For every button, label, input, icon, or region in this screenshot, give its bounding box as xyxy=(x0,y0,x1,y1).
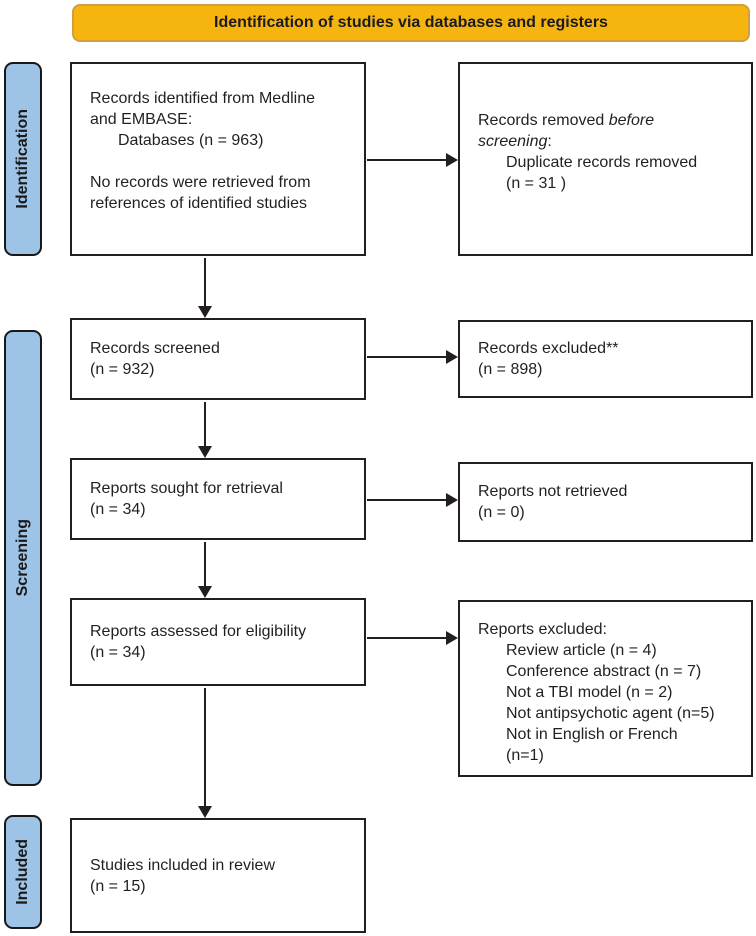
arrow-down-identified-to-screened xyxy=(204,258,206,306)
box-records-identified xyxy=(70,62,366,256)
box-studies-included xyxy=(70,818,366,933)
header-banner xyxy=(72,4,750,42)
box-text-line: (n=1) xyxy=(506,747,544,764)
box-text-line: Reports assessed for eligibility xyxy=(90,623,307,640)
arrow-right-sought-to-not-retrieved xyxy=(367,499,446,501)
box-text-line: Not in English or French xyxy=(506,726,678,743)
box-text-line: Records identified from Medline xyxy=(90,90,315,107)
box-text-line: Reports not retrieved xyxy=(478,483,628,500)
box-text-line: screening: xyxy=(478,133,552,150)
box-text-line: Duplicate records removed xyxy=(506,154,698,171)
arrow-right-assessed-to-reports-excluded xyxy=(367,637,446,639)
box-text-line: No records were retrieved from xyxy=(90,174,311,191)
arrow-down-assessed-to-included xyxy=(204,688,206,806)
box-reports-excluded xyxy=(458,600,753,777)
box-reports-assessed xyxy=(70,598,366,686)
box-text-line: (n = 932) xyxy=(90,361,155,378)
box-text-line: (n = 31 ) xyxy=(506,175,567,192)
box-text-line: Conference abstract (n = 7) xyxy=(506,663,702,680)
box-text-line: Review article (n = 4) xyxy=(506,642,657,659)
box-text-line: (n = 0) xyxy=(478,504,525,521)
box-records-screened xyxy=(70,318,366,400)
box-text-line: (n = 15) xyxy=(90,877,146,895)
box-records-excluded xyxy=(458,320,753,398)
box-text-line: references of identified studies xyxy=(90,195,308,212)
box-text-line: (n = 34) xyxy=(90,644,146,661)
arrow-down-screened-to-sought xyxy=(204,402,206,446)
box-text-line: Databases (n = 963) xyxy=(118,132,264,149)
sidebar-included-label: Included xyxy=(14,839,31,905)
box-text-line: Not antipsychotic agent (n=5) xyxy=(506,705,715,722)
box-text-line: Reports excluded: xyxy=(478,621,607,638)
sidebar-identification xyxy=(4,62,42,256)
box-text-line: Records excluded** xyxy=(478,340,619,357)
arrow-down-sought-to-assessed xyxy=(204,542,206,586)
box-text-line: and EMBASE: xyxy=(90,111,193,128)
header-title: Identification of studies via databases and registers xyxy=(214,14,608,31)
blank-line xyxy=(90,151,350,172)
sidebar-identification-label: Identification xyxy=(14,109,31,209)
sidebar-screening-label: Screening xyxy=(14,519,31,597)
arrow-right-identified-to-removed xyxy=(367,159,446,161)
sidebar-screening xyxy=(4,330,42,786)
box-text-line: Not a TBI model (n = 2) xyxy=(506,684,673,701)
box-reports-sought xyxy=(70,458,366,540)
box-reports-not-retrieved xyxy=(458,462,753,542)
box-text-line: Records removed before xyxy=(478,112,655,129)
box-text-line: Studies included in review xyxy=(90,856,275,874)
box-text-line: Records screened xyxy=(90,340,220,357)
box-text-line: (n = 34) xyxy=(90,501,146,518)
box-records-removed xyxy=(458,62,753,256)
sidebar-included xyxy=(4,815,42,929)
box-text-line: (n = 898) xyxy=(478,361,543,378)
arrow-right-screened-to-excluded xyxy=(367,356,446,358)
box-text-line: Reports sought for retrieval xyxy=(90,480,283,497)
